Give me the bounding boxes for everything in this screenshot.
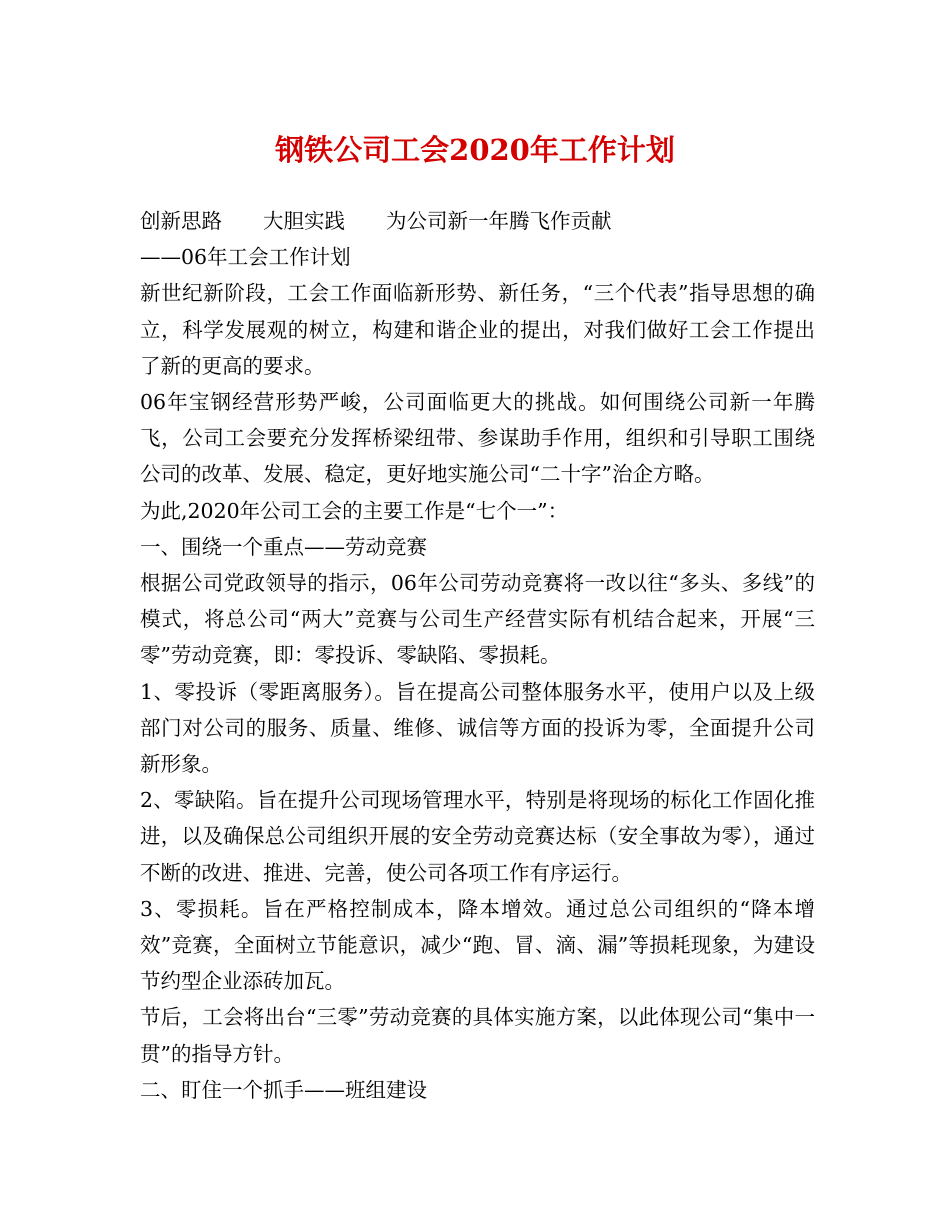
document-title: 钢铁公司工会2020年工作计划 [275, 133, 675, 167]
list-item-zero-complaints: 1、零投诉（零距离服务）。旨在提高公司整体服务水平，使用户以及上级部门对公司的服务、质量、维修、诚信等方面的投诉为零，全面提升公司新形象。 [140, 679, 815, 777]
list-item-zero-defects: 2、零缺陷。旨在提升公司现场管理水平，特别是将现场的标化工作固化推进，以及确保总公司组织开展的安全劳动竞赛达标（安全事故为零），通过不断的改进、推进、完善，使公司各项工作有序运行。 [140, 788, 815, 885]
document-body [140, 203, 815, 1108]
paragraph-slogan: 创新思路 大胆实践 为公司新一年腾飞作贡献 [140, 209, 612, 233]
paragraph-subtitle: ——06年工会工作计划 [140, 245, 351, 270]
section-heading-1: 一、围绕一个重点——劳动竞赛 [140, 534, 427, 559]
list-item-zero-loss: 3、零损耗。旨在严格控制成本，降本增效。通过总公司组织的“降本增效”竞赛，全面树立节能意识，减少“跑、冒、滴、漏”等损耗现象，为建设节约型企业添砖加瓦。 [140, 896, 815, 994]
section-heading-2: 二、盯住一个抓手——班组建设 [140, 1077, 427, 1102]
paragraph-intro: 新世纪新阶段，工会工作面临新形势、新任务，“三个代表”指导思想的确立，科学发展观的树立，构建和谐企业的提出，对我们做好工会工作提出了新的更高的要求。 [140, 281, 815, 378]
paragraph-main-work: 为此,2020年公司工会的主要工作是“七个一”： [140, 498, 569, 523]
paragraph-competition: 根据公司党政领导的指示，06年公司劳动竞赛将一改以往“多头、多线”的模式，将总公司“两大”竞赛与公司生产经营实际有机结合起来，开展“三零”劳动竞赛，即：零投诉、零缺陷、零损耗。 [140, 571, 815, 668]
paragraph-situation: 06年宝钢经营形势严峻，公司面临更大的挑战。如何围绕公司新一年腾飞，公司工会要充分发挥桥梁纽带、参谋助手作用，组织和引导职工围绕公司的改革、发展、稳定，更好地实施公司“二十字”治企方略。 [140, 390, 815, 487]
paragraph-after-holiday: 节后，工会将出台“三零”劳动竞赛的具体实施方案，以此体现公司“集中一贯”的指导方针。 [140, 1005, 815, 1066]
